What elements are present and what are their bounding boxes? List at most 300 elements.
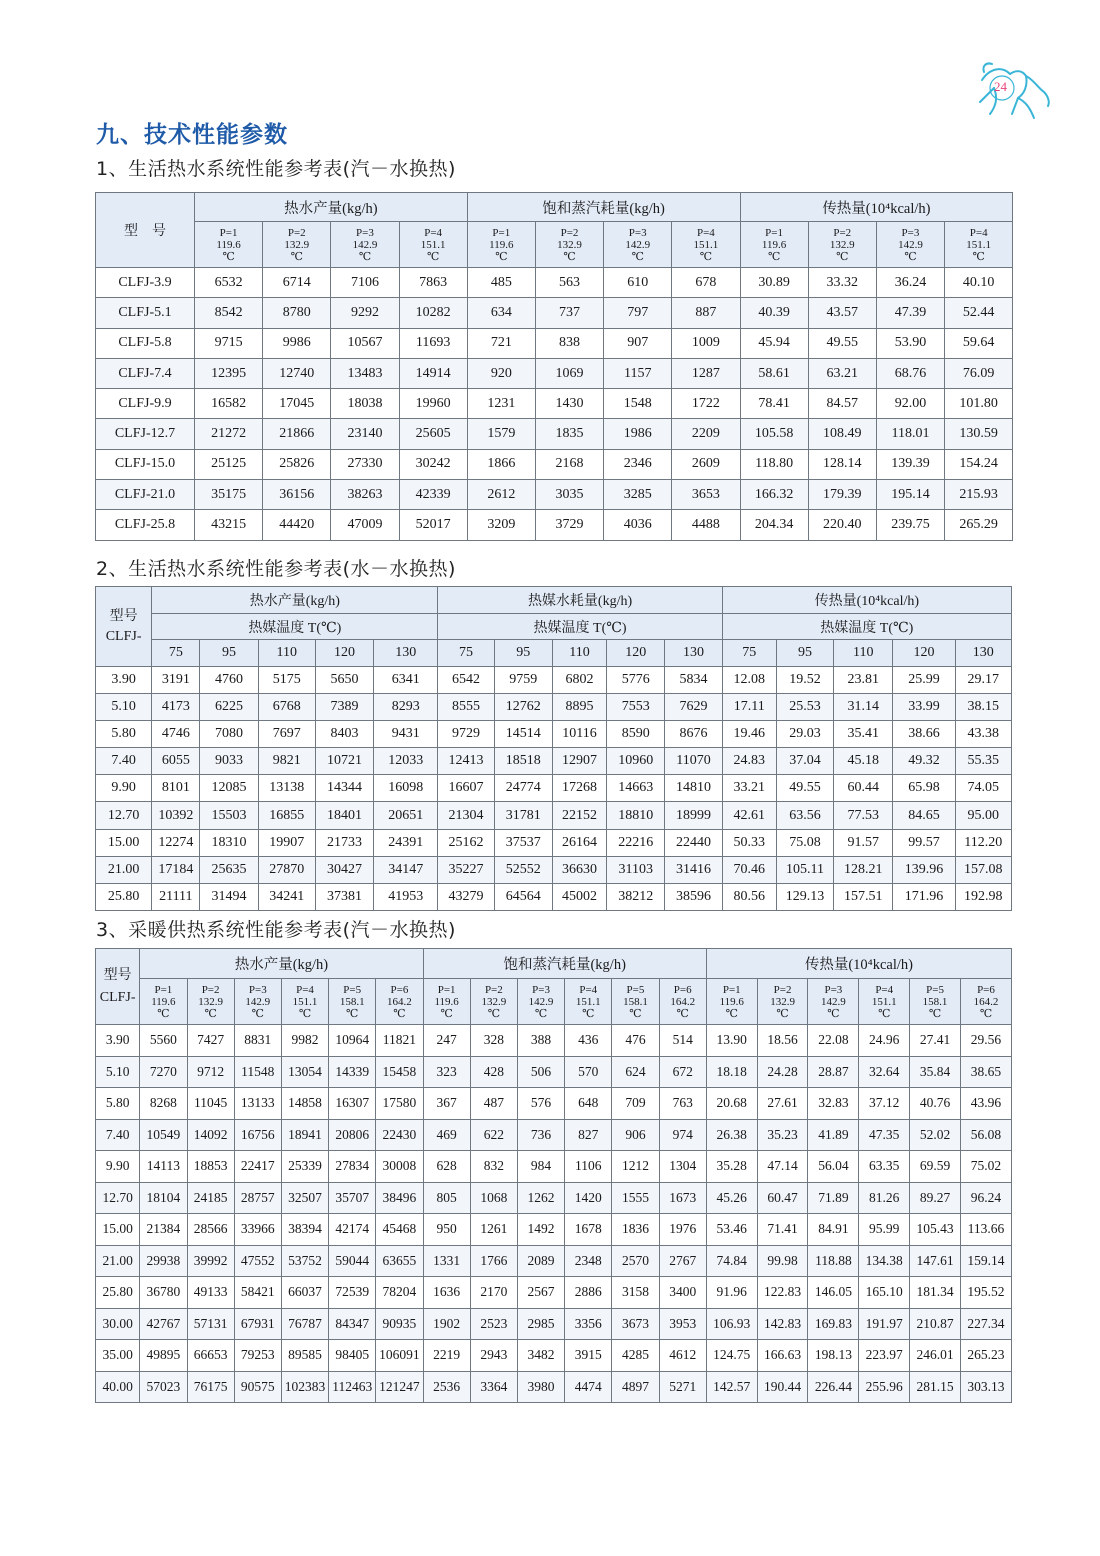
value-cell: 31416 [665, 856, 722, 883]
temp-header: 75 [152, 640, 200, 667]
value-cell: 43.38 [955, 721, 1011, 748]
value-cell: 18941 [281, 1119, 328, 1151]
value-cell: 1986 [604, 419, 672, 449]
value-cell: 3364 [470, 1371, 517, 1403]
table-row [96, 775, 1012, 802]
pressure-header: P=4 151.1 ℃ [281, 979, 328, 1025]
value-cell: 4036 [604, 510, 672, 540]
model-cell: CLFJ-12.7 [96, 419, 195, 449]
pressure-header: P=4 151.1 ℃ [672, 222, 740, 268]
value-cell: 27330 [331, 449, 399, 479]
value-cell: 32.83 [808, 1088, 859, 1120]
value-cell: 32507 [281, 1182, 328, 1214]
value-cell: 21272 [195, 419, 263, 449]
value-cell: 3482 [517, 1340, 564, 1372]
value-cell: 47.14 [757, 1151, 808, 1183]
value-cell: 27.41 [910, 1025, 961, 1057]
value-cell: 223.97 [859, 1340, 910, 1372]
model-cell: CLFJ-5.8 [96, 328, 195, 358]
value-cell: 6768 [258, 694, 315, 721]
value-cell: 8403 [315, 721, 373, 748]
value-cell: 25339 [281, 1151, 328, 1183]
value-cell: 47.35 [859, 1119, 910, 1151]
value-cell: 265.29 [945, 510, 1013, 540]
value-cell: 14113 [140, 1151, 187, 1183]
value-cell: 36.24 [876, 268, 944, 298]
value-cell: 90935 [376, 1308, 423, 1340]
value-cell: 487 [470, 1088, 517, 1120]
pressure-header: P=1 119.6 ℃ [423, 979, 470, 1025]
value-cell: 16607 [438, 775, 494, 802]
value-cell: 181.34 [910, 1277, 961, 1309]
value-cell: 65.98 [893, 775, 955, 802]
value-cell: 1009 [672, 328, 740, 358]
value-cell: 9982 [281, 1025, 328, 1057]
value-cell: 49.55 [776, 775, 833, 802]
value-cell: 24.83 [722, 748, 776, 775]
group-header: 传热量(10⁴kcal/h) [740, 193, 1013, 222]
table-row [96, 510, 1013, 540]
value-cell: 8780 [263, 298, 331, 328]
value-cell: 19907 [258, 829, 315, 856]
value-cell: 29.17 [955, 667, 1011, 694]
table-row [96, 1088, 1012, 1120]
value-cell: 18.18 [706, 1056, 757, 1088]
temp-header: 95 [494, 640, 552, 667]
value-cell: 59.64 [945, 328, 1013, 358]
value-cell: 23140 [331, 419, 399, 449]
value-cell: 75.08 [776, 829, 833, 856]
table-row [96, 802, 1012, 829]
value-cell: 709 [612, 1088, 659, 1120]
value-cell: 7863 [399, 268, 467, 298]
table-3 [95, 948, 1012, 1403]
value-cell: 90575 [234, 1371, 281, 1403]
model-header: 型 号 [96, 193, 195, 268]
model-cell: CLFJ-7.4 [96, 358, 195, 388]
value-cell: 9715 [195, 328, 263, 358]
value-cell: 27834 [329, 1151, 376, 1183]
value-cell: 7553 [607, 694, 665, 721]
table-row [96, 1245, 1012, 1277]
pressure-header: P=5 158.1 ℃ [612, 979, 659, 1025]
value-cell: 53.90 [876, 328, 944, 358]
value-cell: 5271 [659, 1371, 706, 1403]
value-cell: 11045 [187, 1088, 234, 1120]
value-cell: 11070 [665, 748, 722, 775]
model-cell: 25.80 [96, 1277, 140, 1309]
value-cell: 89.27 [910, 1182, 961, 1214]
value-cell: 179.39 [808, 480, 876, 510]
value-cell: 43.96 [960, 1088, 1011, 1120]
value-cell: 1492 [517, 1214, 564, 1246]
value-cell: 66037 [281, 1277, 328, 1309]
value-cell: 15458 [376, 1056, 423, 1088]
value-cell: 195.52 [960, 1277, 1011, 1309]
value-cell: 907 [604, 328, 672, 358]
model-cell: CLFJ-25.8 [96, 510, 195, 540]
value-cell: 624 [612, 1056, 659, 1088]
value-cell: 25.53 [776, 694, 833, 721]
value-cell: 19960 [399, 389, 467, 419]
table-row [96, 480, 1013, 510]
value-cell: 60.47 [757, 1182, 808, 1214]
value-cell: 17580 [376, 1088, 423, 1120]
value-cell: 2570 [612, 1245, 659, 1277]
value-cell: 1548 [604, 389, 672, 419]
value-cell: 23.81 [834, 667, 893, 694]
value-cell: 96.24 [960, 1182, 1011, 1214]
group-header: 传热量(10⁴kcal/h) [722, 587, 1011, 614]
value-cell: 974 [659, 1119, 706, 1151]
value-cell: 622 [470, 1119, 517, 1151]
value-cell: 50.33 [722, 829, 776, 856]
value-cell: 64564 [494, 883, 552, 910]
pressure-header: P=2 132.9 ℃ [470, 979, 517, 1025]
value-cell: 12033 [374, 748, 438, 775]
value-cell: 3035 [535, 480, 603, 510]
pressure-header: P=1 119.6 ℃ [706, 979, 757, 1025]
page-number: 24 [994, 79, 1007, 94]
model-cell: 12.70 [96, 1182, 140, 1214]
value-cell: 1673 [659, 1182, 706, 1214]
value-cell: 1430 [535, 389, 603, 419]
value-cell: 33966 [234, 1214, 281, 1246]
value-cell: 129.13 [776, 883, 833, 910]
value-cell: 6532 [195, 268, 263, 298]
value-cell: 1636 [423, 1277, 470, 1309]
value-cell: 28757 [234, 1182, 281, 1214]
value-cell: 76175 [187, 1371, 234, 1403]
value-cell: 42174 [329, 1214, 376, 1246]
value-cell: 22216 [607, 829, 665, 856]
value-cell: 157.08 [955, 856, 1011, 883]
value-cell: 32.64 [859, 1056, 910, 1088]
value-cell: 9729 [438, 721, 494, 748]
table-row [96, 419, 1013, 449]
value-cell: 139.96 [893, 856, 955, 883]
value-cell: 66653 [187, 1340, 234, 1372]
value-cell: 31103 [607, 856, 665, 883]
value-cell: 2170 [470, 1277, 517, 1309]
value-cell: 38.65 [960, 1056, 1011, 1088]
value-cell: 1157 [604, 358, 672, 388]
model-cell: CLFJ-3.9 [96, 268, 195, 298]
value-cell: 3673 [612, 1308, 659, 1340]
value-cell: 25125 [195, 449, 263, 479]
value-cell: 12762 [494, 694, 552, 721]
value-cell: 147.61 [910, 1245, 961, 1277]
value-cell: 5175 [258, 667, 315, 694]
value-cell: 74.84 [706, 1245, 757, 1277]
value-cell: 74.05 [955, 775, 1011, 802]
pressure-header: P=4 151.1 ℃ [565, 979, 612, 1025]
value-cell: 108.49 [808, 419, 876, 449]
value-cell: 99.57 [893, 829, 955, 856]
value-cell: 367 [423, 1088, 470, 1120]
value-cell: 2089 [517, 1245, 564, 1277]
model-cell: 35.00 [96, 1340, 140, 1372]
value-cell: 113.66 [960, 1214, 1011, 1246]
value-cell: 14858 [281, 1088, 328, 1120]
value-cell: 15503 [200, 802, 258, 829]
value-cell: 53.46 [706, 1214, 757, 1246]
value-cell: 2612 [467, 480, 535, 510]
value-cell: 3400 [659, 1277, 706, 1309]
value-cell: 5776 [607, 667, 665, 694]
value-cell: 7629 [665, 694, 722, 721]
value-cell: 204.34 [740, 510, 808, 540]
value-cell: 4285 [612, 1340, 659, 1372]
value-cell: 1866 [467, 449, 535, 479]
value-cell: 42339 [399, 480, 467, 510]
value-cell: 6341 [374, 667, 438, 694]
value-cell: 1212 [612, 1151, 659, 1183]
value-cell: 950 [423, 1214, 470, 1246]
value-cell: 10392 [152, 802, 200, 829]
value-cell: 40.39 [740, 298, 808, 328]
value-cell: 9431 [374, 721, 438, 748]
section-1-title: 1、生活热水系统性能参考表(汽－水换热) [96, 158, 456, 180]
table-row [96, 1056, 1012, 1088]
value-cell: 22152 [552, 802, 606, 829]
value-cell: 12274 [152, 829, 200, 856]
value-cell: 40.76 [910, 1088, 961, 1120]
value-cell: 142.83 [757, 1308, 808, 1340]
value-cell: 37.04 [776, 748, 833, 775]
value-cell: 18310 [200, 829, 258, 856]
pressure-header: P=4 151.1 ℃ [399, 222, 467, 268]
value-cell: 95.00 [955, 802, 1011, 829]
value-cell: 9759 [494, 667, 552, 694]
model-cell: 9.90 [96, 1151, 140, 1183]
value-cell: 5834 [665, 667, 722, 694]
value-cell: 192.98 [955, 883, 1011, 910]
value-cell: 105.43 [910, 1214, 961, 1246]
model-cell: 5.10 [96, 694, 152, 721]
value-cell: 6802 [552, 667, 606, 694]
group-header: 热水产量(kg/h) [195, 193, 468, 222]
value-cell: 56.04 [808, 1151, 859, 1183]
value-cell: 165.10 [859, 1277, 910, 1309]
value-cell: 14914 [399, 358, 467, 388]
value-cell: 1068 [470, 1182, 517, 1214]
value-cell: 49133 [187, 1277, 234, 1309]
value-cell: 89585 [281, 1340, 328, 1372]
value-cell: 39992 [187, 1245, 234, 1277]
value-cell: 4173 [152, 694, 200, 721]
value-cell: 3915 [565, 1340, 612, 1372]
model-cell: CLFJ-5.1 [96, 298, 195, 328]
model-cell: CLFJ-21.0 [96, 480, 195, 510]
value-cell: 31494 [200, 883, 258, 910]
value-cell: 8293 [374, 694, 438, 721]
value-cell: 91.96 [706, 1277, 757, 1309]
value-cell: 1766 [470, 1245, 517, 1277]
value-cell: 84347 [329, 1308, 376, 1340]
value-cell: 634 [467, 298, 535, 328]
value-cell: 2567 [517, 1277, 564, 1309]
value-cell: 1304 [659, 1151, 706, 1183]
value-cell: 53752 [281, 1245, 328, 1277]
value-cell: 7389 [315, 694, 373, 721]
value-cell: 56.08 [960, 1119, 1011, 1151]
value-cell: 34241 [258, 883, 315, 910]
group-header: 热媒水耗量(kg/h) [438, 587, 722, 614]
value-cell: 52017 [399, 510, 467, 540]
value-cell: 41.89 [808, 1119, 859, 1151]
value-cell: 72539 [329, 1277, 376, 1309]
value-cell: 7106 [331, 268, 399, 298]
value-cell: 3356 [565, 1308, 612, 1340]
value-cell: 13483 [331, 358, 399, 388]
value-cell: 19.46 [722, 721, 776, 748]
value-cell: 11548 [234, 1056, 281, 1088]
value-cell: 21384 [140, 1214, 187, 1246]
value-cell: 2346 [604, 449, 672, 479]
value-cell: 18810 [607, 802, 665, 829]
value-cell: 323 [423, 1056, 470, 1088]
pressure-header: P=4 151.1 ℃ [945, 222, 1013, 268]
value-cell: 3209 [467, 510, 535, 540]
value-cell: 47552 [234, 1245, 281, 1277]
value-cell: 29.03 [776, 721, 833, 748]
model-cell: 5.10 [96, 1056, 140, 1088]
value-cell: 11693 [399, 328, 467, 358]
value-cell: 45.18 [834, 748, 893, 775]
temp-header: 95 [200, 640, 258, 667]
value-cell: 3285 [604, 480, 672, 510]
model-cell: 25.80 [96, 883, 152, 910]
value-cell: 12413 [438, 748, 494, 775]
value-cell: 106.93 [706, 1308, 757, 1340]
value-cell: 16582 [195, 389, 263, 419]
value-cell: 38.66 [893, 721, 955, 748]
value-cell: 576 [517, 1088, 564, 1120]
value-cell: 25635 [200, 856, 258, 883]
value-cell: 38212 [607, 883, 665, 910]
value-cell: 8831 [234, 1025, 281, 1057]
value-cell: 35707 [329, 1182, 376, 1214]
value-cell: 112463 [329, 1371, 376, 1403]
value-cell: 78204 [376, 1277, 423, 1309]
value-cell: 33.32 [808, 268, 876, 298]
pressure-header: P=4 151.1 ℃ [859, 979, 910, 1025]
value-cell: 227.34 [960, 1308, 1011, 1340]
value-cell: 3980 [517, 1371, 564, 1403]
value-cell: 8101 [152, 775, 200, 802]
value-cell: 17045 [263, 389, 331, 419]
value-cell: 14663 [607, 775, 665, 802]
table-row [96, 1308, 1012, 1340]
value-cell: 27.61 [757, 1088, 808, 1120]
value-cell: 57131 [187, 1308, 234, 1340]
table-row [96, 721, 1012, 748]
group-header: 传热量(10⁴kcal/h) [706, 949, 1011, 979]
table-row [96, 328, 1013, 358]
value-cell: 1902 [423, 1308, 470, 1340]
table-1 [95, 192, 1013, 541]
value-cell: 27870 [258, 856, 315, 883]
value-cell: 70.46 [722, 856, 776, 883]
value-cell: 832 [470, 1151, 517, 1183]
model-cell: 7.40 [96, 1119, 140, 1151]
value-cell: 2523 [470, 1308, 517, 1340]
value-cell: 36630 [552, 856, 606, 883]
value-cell: 98405 [329, 1340, 376, 1372]
value-cell: 95.99 [859, 1214, 910, 1246]
table-row [96, 1119, 1012, 1151]
value-cell: 8676 [665, 721, 722, 748]
value-cell: 10549 [140, 1119, 187, 1151]
temp-header: 75 [722, 640, 776, 667]
value-cell: 18853 [187, 1151, 234, 1183]
pressure-header: P=2 132.9 ℃ [535, 222, 603, 268]
table-2 [95, 586, 1012, 911]
value-cell: 9712 [187, 1056, 234, 1088]
pressure-header: P=2 132.9 ℃ [808, 222, 876, 268]
value-cell: 11821 [376, 1025, 423, 1057]
value-cell: 118.88 [808, 1245, 859, 1277]
temp-header: 95 [776, 640, 833, 667]
table-row [96, 268, 1013, 298]
value-cell: 220.40 [808, 510, 876, 540]
value-cell: 101.80 [945, 389, 1013, 419]
table-row [96, 1340, 1012, 1372]
value-cell: 17.11 [722, 694, 776, 721]
value-cell: 29938 [140, 1245, 187, 1277]
table-row [96, 1151, 1012, 1183]
value-cell: 563 [535, 268, 603, 298]
value-cell: 3729 [535, 510, 603, 540]
temp-header: 130 [955, 640, 1011, 667]
temp-header: 120 [607, 640, 665, 667]
value-cell: 18038 [331, 389, 399, 419]
pressure-header: P=3 142.9 ℃ [331, 222, 399, 268]
value-cell: 78.41 [740, 389, 808, 419]
value-cell: 2985 [517, 1308, 564, 1340]
value-cell: 79253 [234, 1340, 281, 1372]
value-cell: 42.61 [722, 802, 776, 829]
value-cell: 239.75 [876, 510, 944, 540]
value-cell: 6225 [200, 694, 258, 721]
table-row [96, 694, 1012, 721]
value-cell: 226.44 [808, 1371, 859, 1403]
value-cell: 4488 [672, 510, 740, 540]
group-header: 饱和蒸汽耗量(kg/h) [467, 193, 740, 222]
value-cell: 2886 [565, 1277, 612, 1309]
value-cell: 16855 [258, 802, 315, 829]
horse-logo-icon [972, 58, 1052, 130]
value-cell: 21733 [315, 829, 373, 856]
value-cell: 166.63 [757, 1340, 808, 1372]
value-cell: 118.01 [876, 419, 944, 449]
temp-header: 120 [893, 640, 955, 667]
value-cell: 8555 [438, 694, 494, 721]
value-cell: 38263 [331, 480, 399, 510]
value-cell: 195.14 [876, 480, 944, 510]
temp-subheader: 热媒温度 T(℃) [722, 614, 1011, 640]
model-cell: CLFJ-9.9 [96, 389, 195, 419]
table-row [96, 389, 1013, 419]
value-cell: 130.59 [945, 419, 1013, 449]
pressure-header: P=2 132.9 ℃ [263, 222, 331, 268]
table-row [96, 1182, 1012, 1214]
value-cell: 9821 [258, 748, 315, 775]
value-cell: 26.38 [706, 1119, 757, 1151]
value-cell: 570 [565, 1056, 612, 1088]
value-cell: 190.44 [757, 1371, 808, 1403]
